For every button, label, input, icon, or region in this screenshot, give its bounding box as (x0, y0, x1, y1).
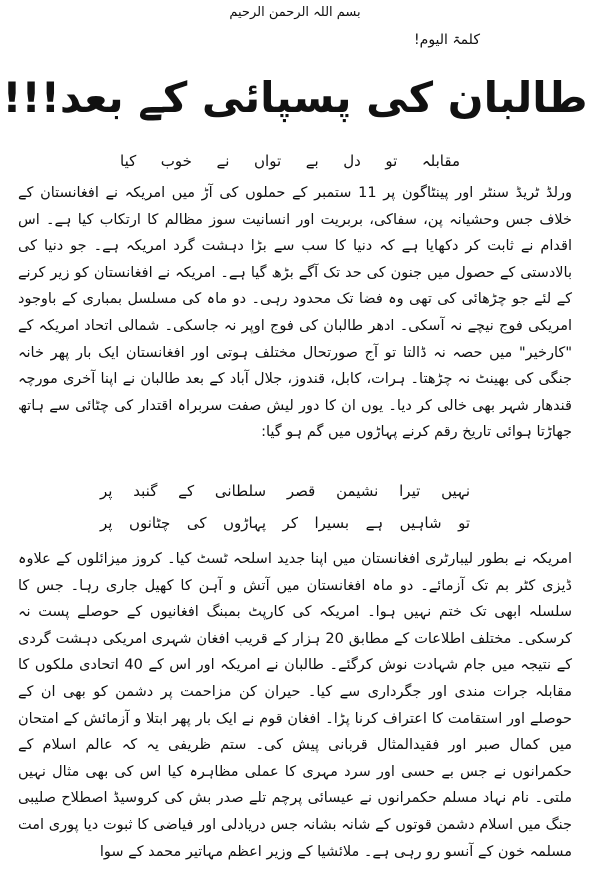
paragraph-2-text: امریکہ نے بطور لیبارٹری افغانستان میں اپنا جدید اسلحہ ٹسٹ کیا۔ کروز میزائلوں کے علاوہ ڈیزی کٹر بم تک آزمائے۔ دو ماہ افغانستان میں آتش و آہن کا کھیل جاری رہا۔ جس کا سلسلہ ابھی تک ختم نہیں ہوا۔ امریکہ کی کارپٹ بمبنگ افغانیوں کے حوصلے پست نہ کرسکی۔ مختلف اطلاعات کے مطابق 20 ہزار کے قریب افغان شہری امریکی دہشت گردی کے نتیجہ میں جام شہادت نوش کرگئے۔ طالبان نے امریکہ اور اس کے 40 اتحادی ملکوں کا مقابلہ جرات مندی اور جگرداری سے کیا۔ حیران کن مزاحمت پر دشمن کو بھی ان کے حوصلے اور استقامت کا اعتراف کرنا پڑا۔ افغان قوم نے ایک بار پھر ابتلا و آزمائش کے امتحان میں کمال صبر اور فقیدالمثال قربانی پیش کی۔ ستم ظریفی یہ کہ عالم اسلام کے حکمرانوں نے جس بے حسی اور سرد مہری کا عملی مظاہرہ کیا اس کی بھی مثال نہیں ملتی۔ نام نہاد مسلم حکمرانوں نے عیسائی پرچم تلے صدر بش کی کروسیڈ اصطلاح صلیبی جنگ میں اسلام دشمن قوتوں کے شانہ بشانہ جس دریادلی اور فیاضی کا ثبوت دیا پوری امت مسلمہ خون کے آنسو رو رہی ہے۔ ملائشیا کے وزیر اعظم مہاتیر محمد کے سوا (18, 551, 572, 860)
bismillah-line: بسم اللہ الرحمن الرحیم (229, 5, 361, 20)
opening-couplet: مقابلہ تو دل بے تواں نے خوب کیا (120, 152, 460, 170)
article-headline: طالبان کی پسپائی کے بعد!!! (2, 73, 588, 122)
column-title: کلمۃ الیوم! (414, 32, 480, 48)
poem-line-2 (100, 512, 470, 534)
article-paragraph-2 (18, 546, 572, 865)
article-paragraph-1 (18, 180, 572, 446)
poem-line-1 (100, 480, 470, 502)
paragraph-1-text: ورلڈ ٹریڈ سنٹر اور پینٹاگون پر 11 ستمبر کے حملوں کی آڑ میں امریکہ نے افغانستان کے خلاف جس وحشیانہ پن، سفاکی، بربریت اور انسانیت سوز مظالم کا ارتکاب کیا ہے۔ اس اقدام نے ثابت کر دکھایا ہے کہ دنیا کا سب سے بڑا دہشت گرد امریکہ ہے۔ جو دنیا کی بالادستی کے حصول میں جنون کی حد تک آگے بڑھ گیا ہے۔ امریکہ نے افغانستان کو زیر کرنے کے لئے جو چڑھائی کی تھی وہ فضا تک محدود رہی۔ دو ماہ کی مسلسل بمباری کے باوجود امریکی فوج نیچے نہ آسکی۔ ادھر طالبان کی فوج اوپر نہ جاسکی۔ شمالی اتحاد امریکہ کے "کارخیر" میں حصہ نہ ڈالتا تو آج صورتحال مختلف ہوتی اور افغانستان ایک بار پھر خانہ جنگی کی بھینٹ نہ چڑھتا۔ ہرات، کابل، قندوز، جلال آباد کے بعد طالبان نے اپنا آخری مورچہ قندھار شہر بھی خالی کر دیا۔ یوں ان کا دور لیش صفت سربراہ اقتدار کی چٹائی سے ہاتھ جھاڑتا ہوائی تاریخ رقم کرنے پہاڑوں میں گم ہو گیا: (18, 185, 573, 441)
poem-line-2-text: تو شاہیں ہے بسیرا کر پہاڑوں کی چٹانوں پر (100, 514, 470, 532)
poem-line-1-text: نہیں تیرا نشیمن قصر سلطانی کے گنبد پر (100, 482, 470, 500)
